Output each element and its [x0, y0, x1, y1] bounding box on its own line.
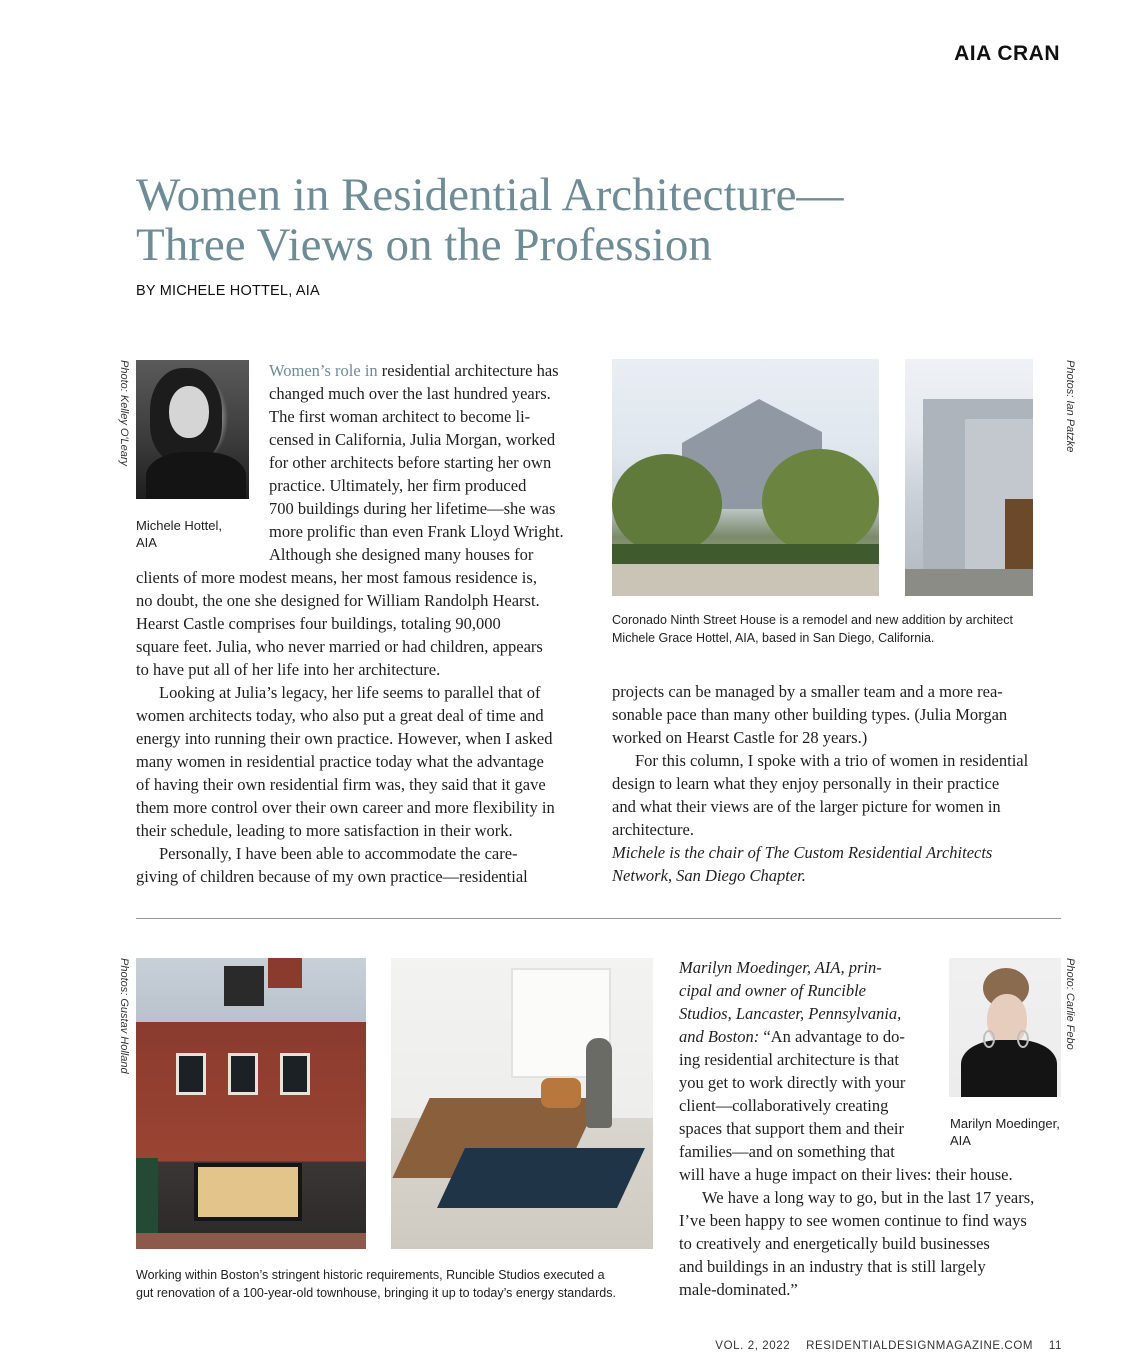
page-footer: [703, 1340, 1062, 1352]
body-line: sonable pace than many other building types. (Julia Morgan: [612, 705, 1008, 724]
author-note-line: Michele is the chair of The Custom Residential Architects: [612, 843, 993, 862]
section-divider: [136, 918, 1061, 919]
body-line: their schedule, leading to more satisfaction in their work.: [136, 821, 513, 840]
body-line: clients of more modest means, her most famous residence is,: [136, 568, 537, 587]
body-line: energy into running their own practice. However, when I asked: [136, 729, 553, 748]
body-line: 700 buildings during her lifetime—she was: [269, 499, 556, 518]
body-line: them more control over their own career and more flexibility in: [136, 798, 555, 817]
body-line: more prolific than even Frank Lloyd Wright.: [269, 522, 564, 541]
body-line: to have put all of her life into her architecture.: [136, 660, 441, 679]
photo-credit-moedinger: Photo: Carlie Febo: [1064, 958, 1076, 1050]
body-line: Women’s role in residential architecture has: [269, 361, 559, 380]
body-line: of having their own residential firm was, they said that it gave: [136, 775, 546, 794]
caption-moedinger: [950, 1115, 1060, 1149]
portrait-marilyn-moedinger: [949, 958, 1061, 1097]
body-moedinger-narrow: [679, 956, 939, 1163]
photo-boston-townhouse-interior: [391, 958, 653, 1249]
body-line: for other architects before starting her own: [269, 453, 552, 472]
body-line: Hearst Castle comprises four buildings, totaling 90,000: [136, 614, 501, 633]
article-title: [136, 170, 1036, 270]
body-line: worked on Hearst Castle for 28 years.): [612, 728, 868, 747]
body-line: Although she designed many houses for: [269, 545, 534, 564]
caption-moedinger-line-1: Marilyn Moedinger,: [950, 1116, 1060, 1131]
body-line: practice. Ultimately, her firm produced: [269, 476, 527, 495]
body-line: and buildings in an industry that is still largely: [679, 1257, 986, 1276]
body-line: Personally, I have been able to accommodate the care-: [159, 844, 518, 863]
body-line: male-dominated.”: [679, 1280, 798, 1299]
footer-volume: VOL. 2, 2022: [715, 1340, 791, 1352]
body-line: and Boston: “An advantage to do-: [679, 1027, 905, 1046]
body-line: families—and on something that: [679, 1142, 895, 1161]
photo-credit-hottel: Photo: Kelley O'Leary: [118, 360, 130, 467]
body-line: client—collaboratively creating: [679, 1096, 889, 1115]
body-moedinger-wide: [679, 1163, 1069, 1301]
title-line-1: Women in Residential Architecture—: [136, 169, 844, 221]
body-line: Looking at Julia’s legacy, her life seems to parallel that of: [159, 683, 541, 702]
caption-house-line-2: Michele Grace Hottel, AIA, based in San Diego, California.: [612, 631, 935, 645]
author-note-line: Network, San Diego Chapter.: [612, 866, 806, 885]
body-line: will have a huge impact on their lives: their house.: [679, 1165, 1013, 1184]
body-line: square feet. Julia, who never married or had children, appears: [136, 637, 543, 656]
body-line: For this column, I spoke with a trio of women in residential: [635, 751, 1029, 770]
byline: BY MICHELE HOTTEL, AIA: [136, 283, 320, 299]
body-right-column: [612, 680, 1067, 887]
body-line: I’ve been happy to see women continue to find ways: [679, 1211, 1027, 1230]
body-line: ing residential architecture is that: [679, 1050, 899, 1069]
title-line-2: Three Views on the Profession: [136, 219, 712, 271]
body-line: architecture.: [612, 820, 694, 839]
photo-credit-house: Photos: Ian Patzke: [1064, 360, 1076, 453]
page-number: 11: [1048, 1340, 1062, 1352]
photo-coronado-house-front: [612, 359, 879, 596]
body-line: The first woman architect to become li-: [269, 407, 531, 426]
body-intro-narrow: [269, 359, 589, 566]
body-line: changed much over the last hundred years.: [269, 384, 551, 403]
body-line: spaces that support them and their: [679, 1119, 904, 1138]
caption-house: [612, 611, 1052, 647]
photo-credit-townhouse: Photos: Gustav Holland: [118, 958, 130, 1074]
lead-in: Women’s role in: [269, 361, 378, 380]
caption-townhouse-line-1: Working within Boston’s stringent historic requirements, Runcible Studios executed a: [136, 1268, 605, 1282]
body-line: design to learn what they enjoy personally in their practice: [612, 774, 1000, 793]
caption-hottel: [136, 517, 222, 551]
caption-townhouse: [136, 1266, 656, 1302]
caption-moedinger-line-2: AIA: [950, 1133, 971, 1148]
body-line: you get to work directly with your: [679, 1073, 906, 1092]
footer-site: RESIDENTIALDESIGNMAGAZINE.COM: [806, 1340, 1034, 1352]
caption-hottel-line-1: Michele Hottel,: [136, 518, 222, 533]
body-line: Studios, Lancaster, Pennsylvania,: [679, 1004, 902, 1023]
section-label: AIA CRAN: [954, 42, 1060, 65]
caption-hottel-line-2: AIA: [136, 535, 157, 550]
body-line: censed in California, Julia Morgan, worked: [269, 430, 556, 449]
body-line: no doubt, the one she designed for William Randolph Hearst.: [136, 591, 540, 610]
body-line: to creatively and energetically build businesses: [679, 1234, 990, 1253]
body-line: many women in residential practice today what the advantage: [136, 752, 544, 771]
body-line: women architects today, who also put a great deal of time and: [136, 706, 544, 725]
photo-boston-townhouse-exterior: [136, 958, 366, 1249]
portrait-michele-hottel: [136, 360, 249, 499]
body-line: Marilyn Moedinger, AIA, prin-: [679, 958, 882, 977]
body-line: and what their views are of the larger picture for women in: [612, 797, 1001, 816]
caption-house-line-1: Coronado Ninth Street House is a remodel and new addition by architect: [612, 613, 1013, 627]
body-line: projects can be managed by a smaller team and a more rea-: [612, 682, 1003, 701]
body-line: cipal and owner of Runcible: [679, 981, 866, 1000]
body-line: We have a long way to go, but in the last 17 years,: [702, 1188, 1035, 1207]
caption-townhouse-line-2: gut renovation of a 100-year-old townhouse, bringing it up to today’s energy standards.: [136, 1286, 616, 1300]
body-left-column: [136, 566, 596, 888]
photo-coronado-house-side: [905, 359, 1033, 596]
body-line: giving of children because of my own practice—residential: [136, 867, 528, 886]
